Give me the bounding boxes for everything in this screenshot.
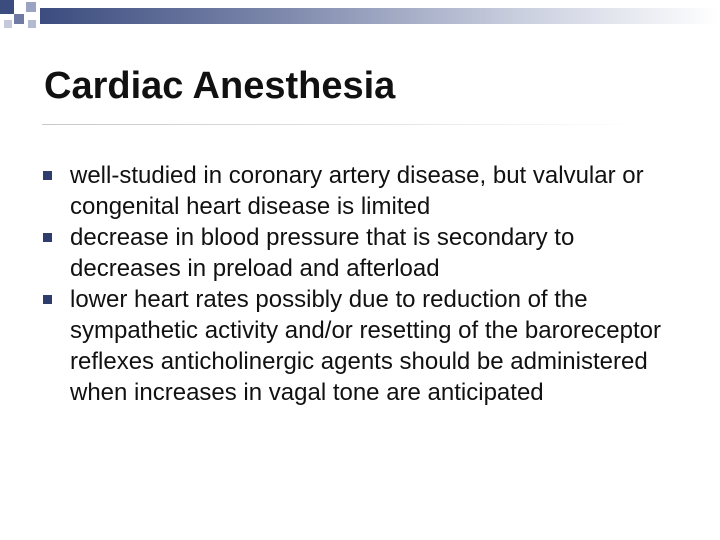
decorative-banner	[0, 0, 720, 36]
banner-gradient-bar	[40, 8, 720, 24]
banner-square	[26, 2, 36, 12]
square-bullet-icon	[43, 295, 52, 304]
bullet-item	[42, 284, 682, 408]
bullet-item	[42, 160, 682, 222]
slide-title: Cardiac Anesthesia	[44, 65, 396, 107]
banner-square	[4, 20, 12, 28]
banner-square	[28, 20, 36, 28]
bullet-text: lower heart rates possibly due to reduction of the sympathetic activity and/or resetting of the baroreceptor reflexes anticholinergic agents should be administered when increases in vagal tone are anticipated	[70, 286, 661, 406]
banner-square	[14, 14, 24, 24]
title-divider	[42, 124, 642, 125]
bullet-item	[42, 222, 682, 284]
square-bullet-icon	[43, 233, 52, 242]
bullet-text: well-studied in coronary artery disease, but valvular or congenital heart disease is limited	[70, 162, 644, 220]
bullet-list	[42, 160, 682, 408]
bullet-text: decrease in blood pressure that is secondary to decreases in preload and afterload	[70, 224, 575, 282]
square-bullet-icon	[43, 171, 52, 180]
banner-square	[0, 0, 14, 14]
